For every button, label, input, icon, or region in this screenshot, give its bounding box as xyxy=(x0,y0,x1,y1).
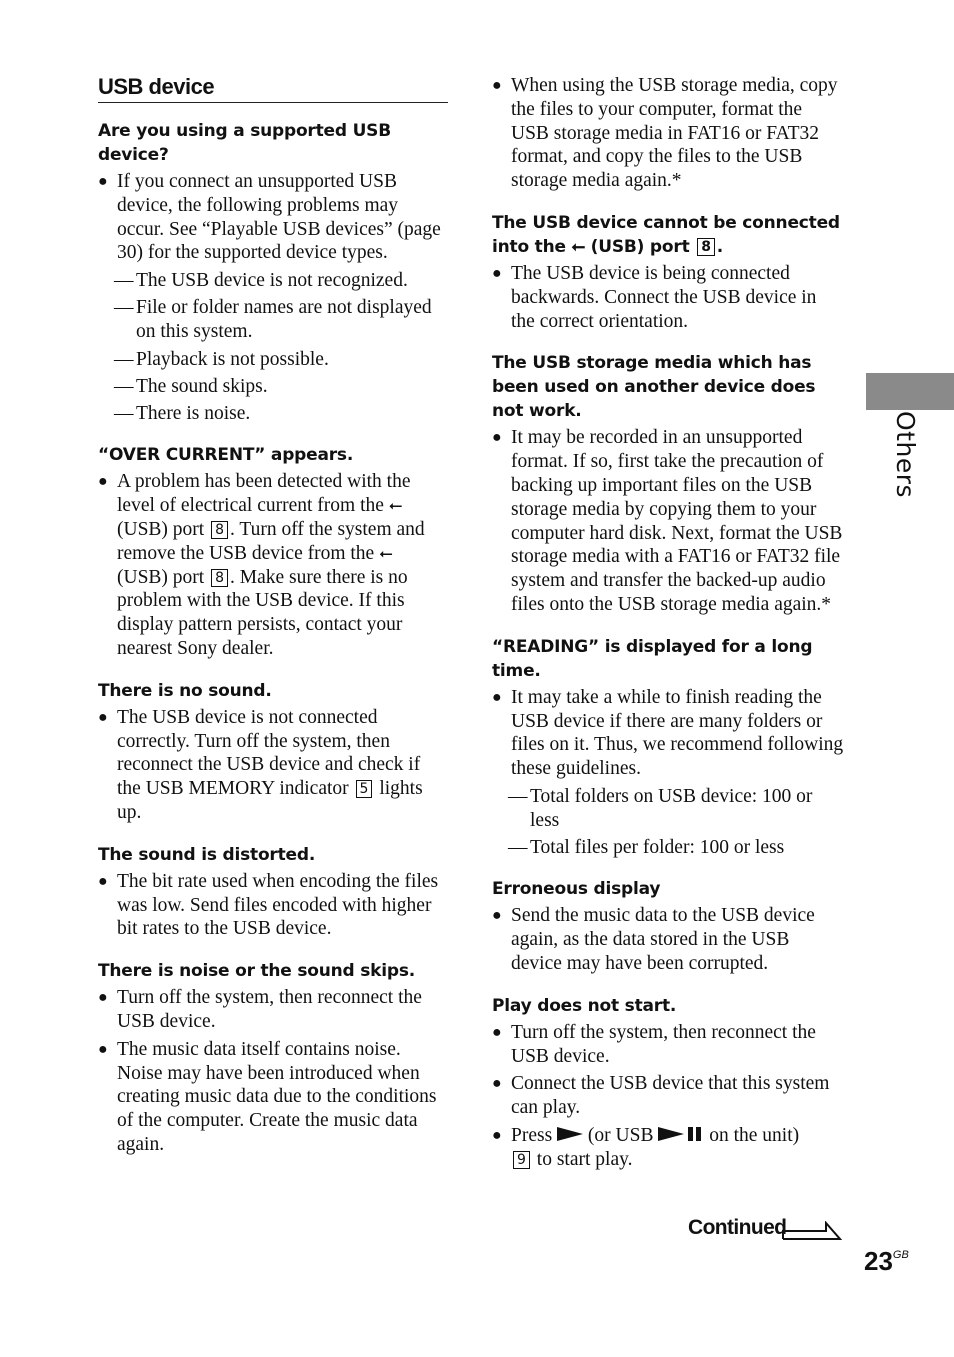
usb-icon: ⭠ xyxy=(571,236,585,257)
heading-erroneous-display: Erroneous display xyxy=(492,879,661,900)
bullet-icon: ● xyxy=(98,872,108,890)
bullet-compatible-device: ● Connect the USB device that this system can play. xyxy=(492,1073,830,1119)
bullet-icon: ● xyxy=(492,688,502,706)
dash-item: — Playback is not possible. xyxy=(114,348,329,370)
right-column xyxy=(492,74,844,1176)
bullet-icon: ● xyxy=(492,429,502,447)
bullet-icon: ● xyxy=(98,708,108,726)
dash-item: — The sound skips. xyxy=(114,375,268,397)
heading-reading: “READING” is displayed for a long time. xyxy=(492,636,813,681)
ref-number-box: 8 xyxy=(697,238,715,256)
heading-other-device: The USB storage media which has been used on another device does not work. xyxy=(492,353,816,422)
ref-number-box: 8 xyxy=(211,569,228,587)
bullet-not-connected: ● The USB device is not connected correctly. Turn off the system, then reconnect the USB device and check if the USB MEMORY indicator 5 lights up. xyxy=(98,706,423,824)
play-pause-icon xyxy=(658,1127,704,1141)
bullet-corrupted: ● Send the music data to the USB device again, as the data stored in the USB device may have been corrupted. xyxy=(492,905,815,974)
bullet-unsupported-device: ● If you connect an unsupported USB device, the following problems may occur. See “Playable USB devices” (page 30) for the supported device types. xyxy=(98,171,441,264)
bullet-music-noise: ● The music data itself contains noise. Noise may have been introduced when creating music data due to the conditions of the computer. Create the music data again. xyxy=(98,1038,437,1155)
bullet-reconnect: ● Turn off the system, then reconnect the USB device. xyxy=(98,987,422,1033)
heading-cannot-connect: The USB device cannot be connected into the ⭠ (USB) port 8 . xyxy=(492,212,840,257)
dash-item: — File or folder names are not displayed on this system. xyxy=(114,297,432,343)
bullet-icon: ● xyxy=(98,473,108,491)
bullet-bit-rate: ● The bit rate used when encoding the files was low. Send files encoded with higher bit rates to the USB device. xyxy=(98,870,439,940)
bullet-icon: ● xyxy=(492,907,502,925)
left-column xyxy=(98,74,448,1161)
heading-distorted: The sound is distorted. xyxy=(98,844,316,865)
bullet-backwards: ● The USB device is being connected backwards. Connect the USB device in the correct orientation. xyxy=(492,262,817,332)
bullet-icon: ● xyxy=(492,264,502,282)
dash-item: — Total files per folder: 100 or less xyxy=(508,837,785,859)
ref-number-box: 5 xyxy=(356,780,373,798)
usb-icon: ⭠ xyxy=(388,496,403,516)
continued-label: Continued xyxy=(688,1216,787,1239)
side-tab-label: Others xyxy=(891,410,921,499)
ref-number-box: 9 xyxy=(513,1151,530,1169)
dash-item: — The USB device is not recognized. xyxy=(114,270,408,292)
ref-number-box: 8 xyxy=(211,521,228,539)
side-tab-marker xyxy=(866,373,954,410)
bullet-icon: ● xyxy=(98,1040,108,1058)
heading-noise-skips: There is noise or the sound skips. xyxy=(98,961,416,982)
bullet-icon: ● xyxy=(492,1023,502,1041)
heading-no-sound: There is no sound. xyxy=(98,680,272,701)
bullet-icon: ● xyxy=(492,1126,502,1144)
play-icon xyxy=(557,1127,583,1141)
heading-supported-usb: Are you using a supported USB device? xyxy=(98,121,391,165)
bullet-reconnect: ● Turn off the system, then reconnect the USB device. xyxy=(492,1021,816,1067)
continued-arrow-icon xyxy=(782,1221,842,1241)
bullet-storage-media: ● When using the USB storage media, copy the files to your computer, format the USB storage media in FAT16 or FAT32 format, and copy the files to the USB storage media again.* xyxy=(492,75,838,192)
bullet-icon: ● xyxy=(98,989,108,1007)
bullet-over-current: ● A problem has been detected with the level of electrical current from the ⭠ (USB) port 8 . Turn off the system and remove the USB device from the ⭠ (USB) port 8 . Make sure there is no problem with the USB device. If this display pattern persists, contact your nearest Sony dealer. xyxy=(98,471,425,660)
page-number: $23^{GB}$ xyxy=(864,1246,909,1276)
heading-play-not-start: Play does not start. xyxy=(492,995,677,1016)
section-title: USB device xyxy=(98,74,448,103)
bullet-reading-time: ● It may take a while to finish reading the USB device if there are many folders or files on it. Thus, we recommend following these guidelines. xyxy=(492,686,844,780)
dash-item: — Total folders on USB device: 100 or less xyxy=(508,785,813,831)
usb-icon: ⭠ xyxy=(379,543,393,563)
bullet-icon: ● xyxy=(492,1075,502,1093)
heading-over-current: “OVER CURRENT” appears. xyxy=(98,445,354,466)
bullet-unsupported-format: ● It may be recorded in an unsupported format. If so, first take the precaution of backing up important files on the USB storage media by copying them to your computer hard disk. Next, format the USB storage media with a FAT16 or FAT32 file system and transfer the backed-up audio files onto the USB storage media again.* xyxy=(492,427,843,615)
bullet-icon: ● xyxy=(98,173,108,190)
dash-item: — There is noise. xyxy=(114,403,251,425)
bullet-press-play: ● Press (or USB on the unit) 9 to start play. xyxy=(492,1124,800,1170)
bullet-icon: ● xyxy=(492,77,502,94)
